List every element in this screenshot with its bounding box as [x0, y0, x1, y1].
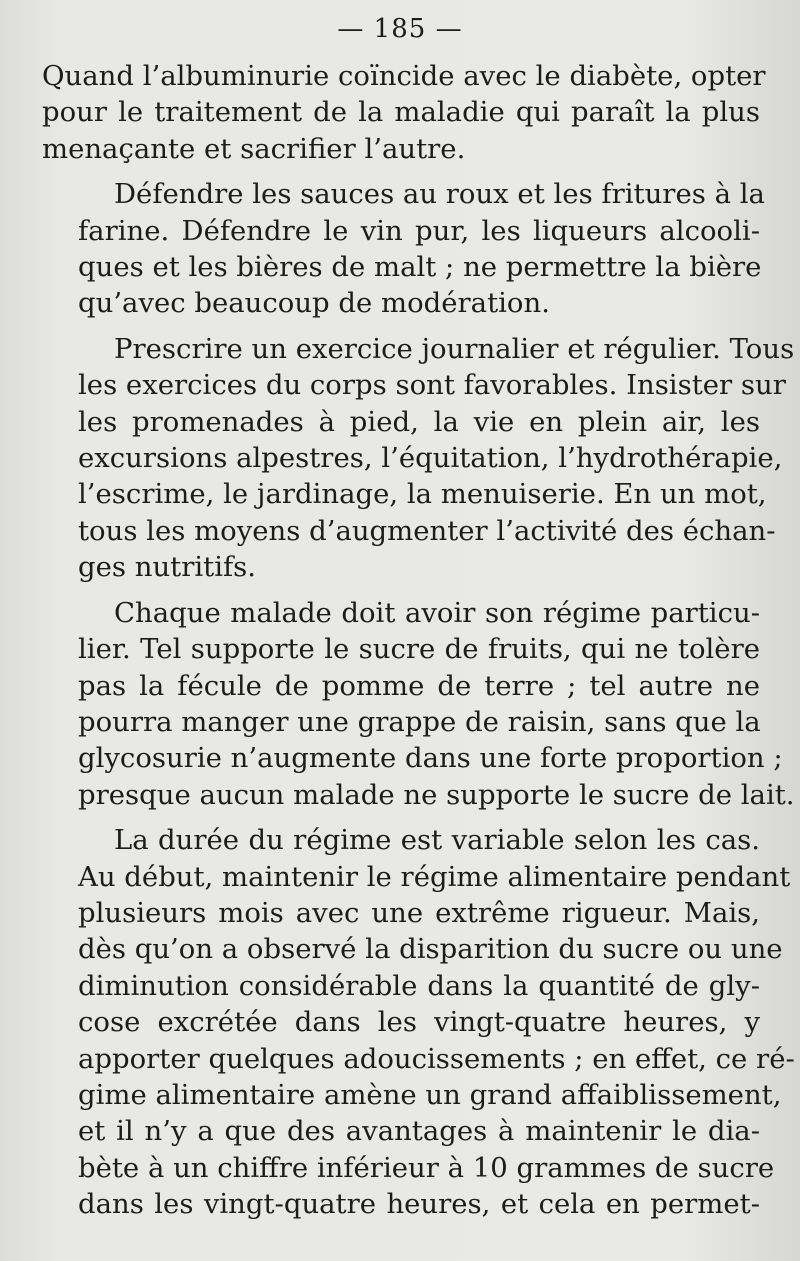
- text-line: l’escrime, le jardinage, la menuiserie. En un mot,: [78, 478, 767, 511]
- text-line: excursions alpestres, l’équitation, l’hydrothérapie,: [78, 442, 783, 475]
- text-line: plusieurs mois avec une extrême rigueur. Mais,: [78, 896, 760, 929]
- text-line: et il n’y a que des avantages à maintenir le dia-: [78, 1115, 760, 1148]
- text-line: menaçante et sacrifier l’autre.: [42, 132, 466, 165]
- page-number: — 185 —: [337, 14, 463, 44]
- paragraph: [42, 822, 795, 1222]
- text-line: tous les moyens d’augmenter l’activité des échan-: [78, 514, 776, 547]
- text-line: pas la fécule de pomme de terre ; tel autre ne: [78, 669, 760, 702]
- text-line: dès qu’on a observé la disparition du sucre ou une: [78, 933, 783, 966]
- paragraph: [42, 331, 795, 586]
- text-line: glycosurie n’augmente dans une forte proportion ;: [78, 742, 783, 775]
- text-line: gime alimentaire amène un grand affaiblissement,: [78, 1078, 782, 1111]
- text-line: les promenades à pied, la vie en plein air, les: [78, 405, 760, 438]
- text-line: bète à un chiffre inférieur à 10 grammes de sucre: [78, 1151, 775, 1184]
- text-line: Au début, maintenir le régime alimentaire pendant: [78, 860, 791, 893]
- text-line: ges nutritifs.: [78, 551, 257, 584]
- text-line: Défendre les sauces au roux et les fritures à la: [114, 178, 765, 211]
- text-line: cose excrétée dans les vingt-quatre heures, y: [78, 1006, 760, 1039]
- paragraph: [42, 176, 765, 322]
- text-line: les exercices du corps sont favorables. Insister sur: [78, 369, 786, 402]
- text-line: apporter quelques adoucissements ; en effet, ce ré-: [78, 1042, 795, 1075]
- text-line: lier. Tel supporte le sucre de fruits, qui ne tolère: [78, 633, 760, 666]
- text-line: Quand l’albuminurie coïncide avec le diabète, opter: [42, 60, 766, 92]
- text-line: ques et les bières de malt ; ne permettre la bière: [78, 251, 762, 284]
- text-line: pour le traitement de la maladie qui paraît la plus: [42, 96, 760, 129]
- text-line: Prescrire un exercice journalier et régulier. Tous: [114, 332, 795, 365]
- text-line: pourra manger une grappe de raisin, sans que la: [78, 705, 761, 738]
- text-line: La durée du régime est variable selon les cas.: [114, 824, 760, 857]
- text-line: dans les vingt-quatre heures, et cela en permet-: [78, 1188, 760, 1221]
- text-line: presque aucun malade ne supporte le sucre de lait.: [78, 778, 795, 811]
- paragraph: [42, 595, 795, 813]
- text-line: Chaque malade doit avoir son régime particu-: [114, 596, 760, 629]
- text-line: diminution considérable dans la quantité de gly-: [78, 969, 760, 1002]
- paragraph: [42, 58, 766, 167]
- page-body: [42, 58, 795, 1232]
- text-line: qu’avec beaucoup de modération.: [78, 287, 550, 320]
- text-line: farine. Défendre le vin pur, les liqueurs alcooli-: [78, 214, 760, 247]
